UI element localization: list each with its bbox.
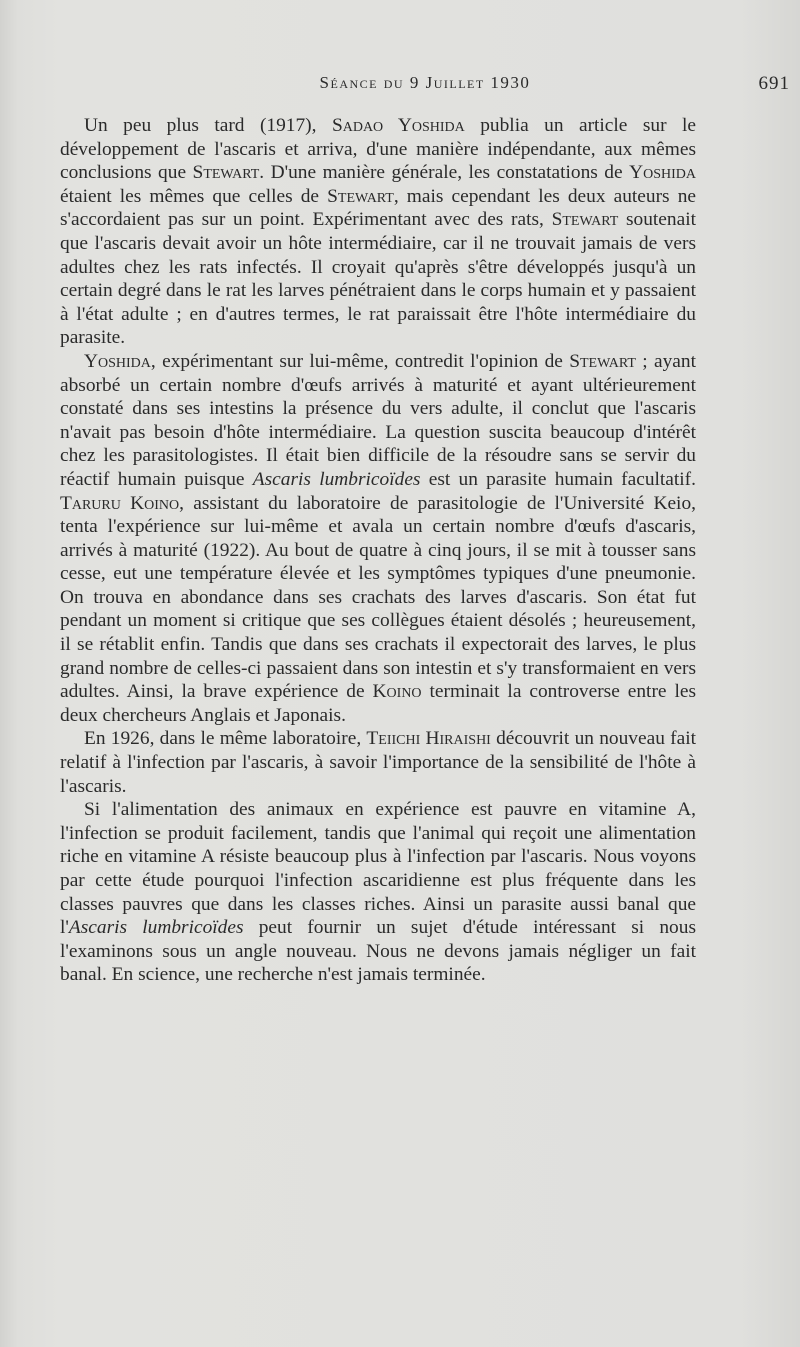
author-name: Teiichi Hiraishi	[366, 728, 491, 750]
text-run: , assistant du laboratoire de parasitologie de l'Université Keio, tenta l'expérience sur lui-même et avala un certain nombre d'œufs d'ascaris, arrivés à maturité (1922). Au bout de quatre à cinq jours, il se mit à tousser sans cesse, eut une température élevée et les symptômes typiques d'une pneumonie. On trouva en abondance dans ses crachats des larves d'ascaris. Son état fut pendant un moment si critique que ses collègues étaient désolés ; heureusement, il se rétablit enfin. Tandis que dans ses crachats il expectorait des larves, le plus grand nombre de celles-ci passaient dans son intestin et s'y transformaient en vers adultes. Ainsi, la brave expérience de	[60, 492, 696, 703]
text-run: ; ayant absorbé un certain nombre d'œufs arrivés à maturité et ayant ultérieurement constaté dans ses intestins la présence du vers adulte, il conclut que l'ascaris n'avait pas besoin d'hôte intermédiaire. La question suscita beaucoup d'intérêt chez les parasitologistes. Il était bien difficile de la résoudre sans se servir du réactif humain puisque	[60, 350, 696, 490]
text-run: étaient les mêmes que celles de	[60, 185, 328, 207]
author-name: Stewart	[192, 162, 260, 184]
text-run: , expérimentant sur lui-même, contredit l'opinion de	[150, 350, 570, 372]
text-run: peut fournir un sujet d'étude intéressant si nous l'examinons sous un angle nouveau. Nous ne devons jamais négliger un fait banal. En science, une recherche n'est jamais terminée.	[60, 917, 696, 986]
page-number: 691	[758, 73, 790, 94]
author-name: Yoshida	[84, 350, 151, 372]
species-name: Ascaris lumbricoïdes	[68, 917, 244, 939]
author-name: Stewart	[327, 185, 394, 207]
paragraph-1	[60, 114, 696, 350]
paragraph-3	[60, 727, 696, 798]
author-name: Yoshida	[629, 162, 697, 184]
body-text	[60, 114, 696, 987]
author-name: Koino	[372, 681, 422, 703]
author-name: Sadao Yoshida	[331, 115, 465, 136]
text-run: Si l'alimentation des animaux en expérience est pauvre en vitamine A, l'infection se produit facilement, tandis que l'animal qui reçoit une alimentation riche en vitamine A résiste beaucoup plus à l'infection par l'ascaris. Nous voyons par cette étude pourquoi l'infection ascaridienne est plus fréquente dans les classes pauvres que dans les classes riches. Ainsi un parasite aussi banal que l'	[60, 799, 696, 939]
paragraph-2	[60, 350, 696, 728]
text-run: Un peu plus tard (1917),	[84, 115, 332, 136]
text-run: soutenait que l'ascaris devait avoir un hôte intermédiaire, car il ne trouvait jamais de vers adultes chez les rats infectés. Il croyait qu'après s'être développés jusqu'à un certain degré dans le rat les larves pénétraient dans le corps humain et y passaient à l'état adulte ; en d'autres termes, le rat paraissait être l'hôte intermédiaire du parasite.	[60, 209, 696, 349]
text-run: terminait la controverse entre les deux chercheurs Anglais et Japonais.	[60, 681, 696, 726]
species-name: Ascaris lumbricoïdes	[252, 468, 421, 490]
text-run: , mais cependant les deux auteurs ne s'accordaient pas sur un point. Expérimentant avec des rats,	[60, 185, 696, 231]
running-head	[60, 73, 790, 97]
author-name: Stewart	[569, 350, 636, 372]
author-name: Taruru Koino	[60, 492, 180, 514]
author-name: Stewart	[551, 209, 619, 231]
text-run: découvrit un nouveau fait relatif à l'infection par l'ascaris, à savoir l'importance de la sensibilité de l'hôte à l'ascaris.	[60, 728, 696, 797]
text-run: . D'une manière générale, les constatations de	[259, 162, 630, 184]
text-run: publia un article sur le développement de l'ascaris et arriva, d'une manière indépendante, aux mêmes conclusions que	[60, 115, 696, 184]
text-run: est un parasite humain facultatif.	[420, 468, 696, 490]
running-title: Séance du 9 Juillet 1930	[319, 73, 531, 92]
text-run: En 1926, dans le même laboratoire,	[84, 728, 367, 750]
paragraph-4	[60, 798, 696, 987]
